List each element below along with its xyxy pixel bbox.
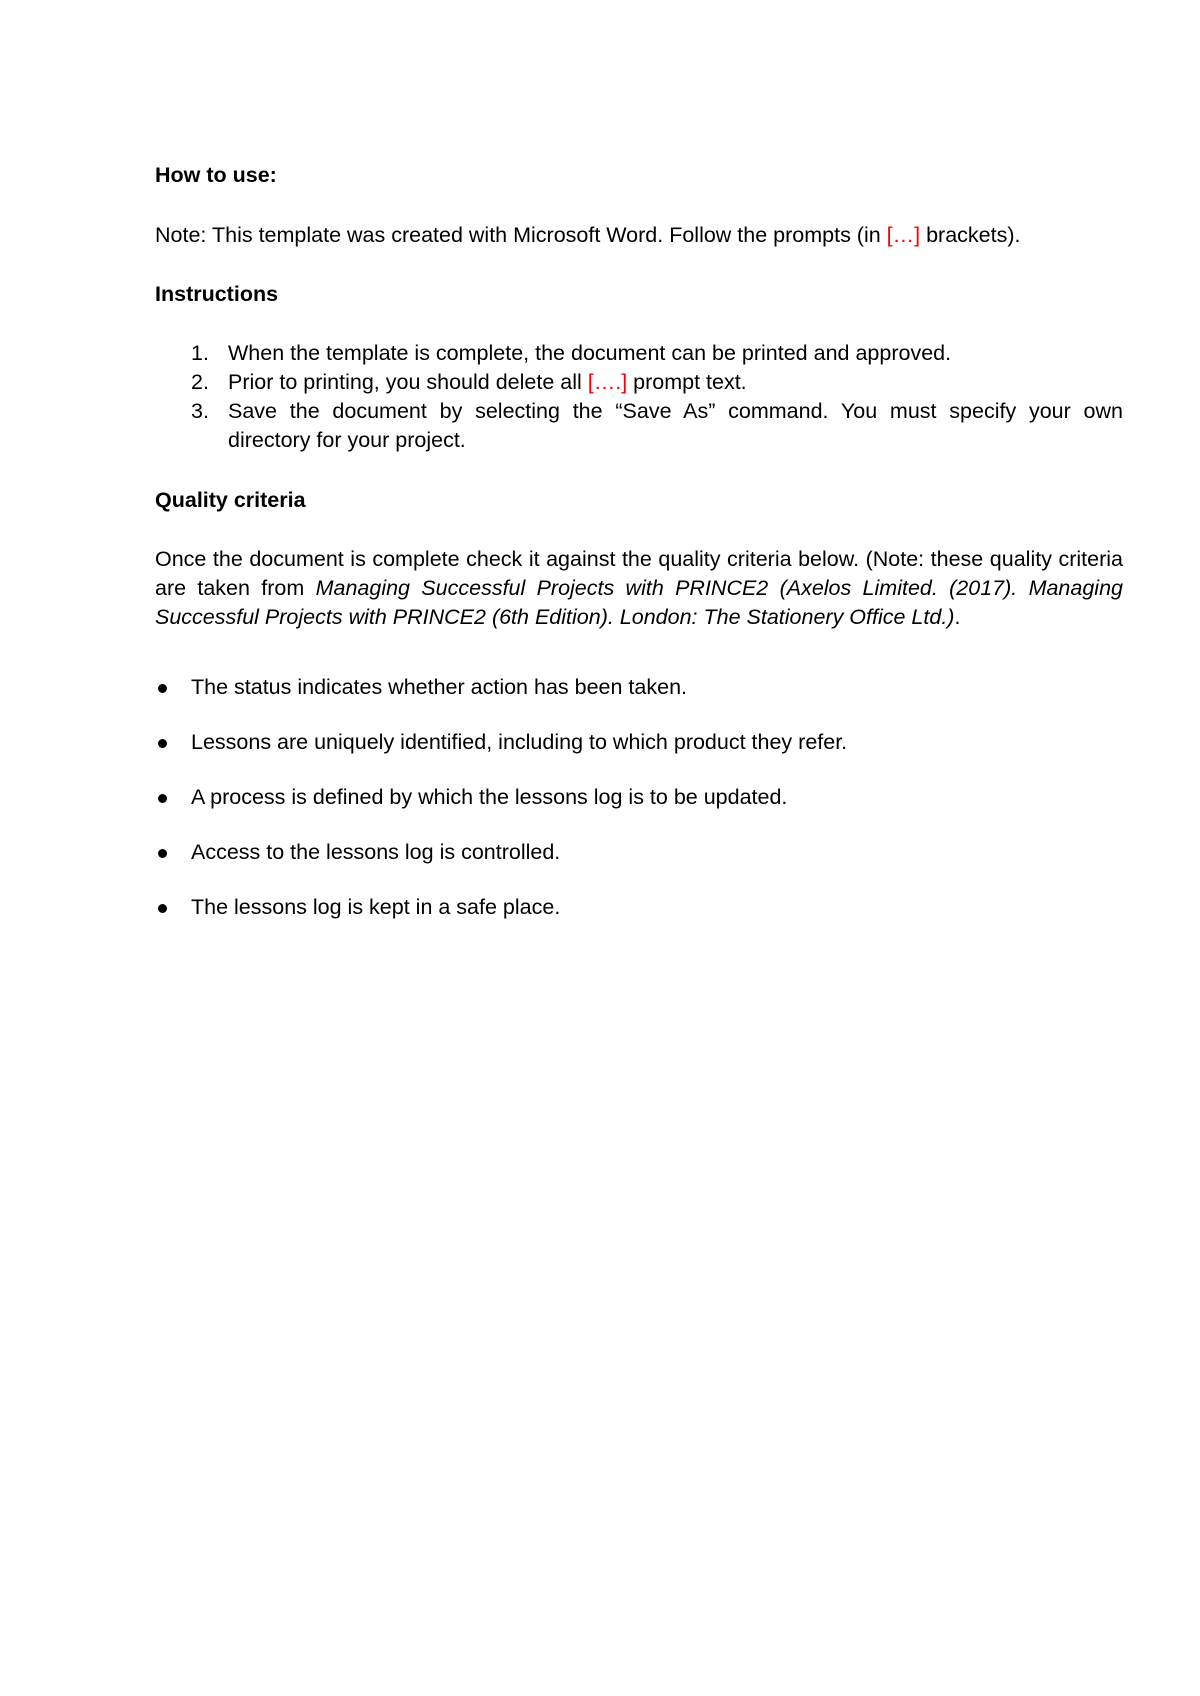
instructions-heading: Instructions — [155, 282, 279, 306]
criteria-text: A process is defined by which the lessons log is to be updated. — [191, 785, 788, 809]
instruction-text: Save the document by selecting the “Save As” command. You must specify your own directory for your project. — [228, 399, 1123, 452]
note-text-before: Note: This template was created with Microsoft Word. Follow the prompts (in — [155, 223, 887, 247]
quality-intro-paragraph — [155, 545, 1123, 632]
quality-intro-end: . — [954, 605, 961, 629]
criteria-item — [155, 892, 1123, 923]
quality-criteria-heading: Quality criteria — [155, 488, 306, 512]
how-to-use-heading: How to use: — [155, 163, 277, 187]
instruction-text-before: Prior to printing, you should delete all — [228, 370, 588, 394]
criteria-item — [155, 837, 1123, 868]
instruction-item — [155, 368, 1123, 397]
criteria-item — [155, 727, 1123, 758]
instruction-item — [155, 339, 1123, 368]
quality-criteria-list — [155, 672, 1123, 923]
quality-citation: Managing Successful Projects with PRINCE2 (Axelos Limited. (2017). Managing Successful Projects with PRINCE2 (6th Edition). London: The Stationery Office Ltd.) — [155, 576, 1123, 629]
instructions-list — [155, 339, 1123, 455]
criteria-text: The lessons log is kept in a safe place. — [191, 895, 561, 919]
criteria-text: Access to the lessons log is controlled. — [191, 840, 561, 864]
criteria-item — [155, 672, 1123, 703]
instruction-number: 1. — [191, 341, 209, 365]
bullet-icon — [158, 849, 167, 858]
instruction-text-after: prompt text. — [627, 370, 747, 394]
criteria-text: The status indicates whether action has been taken. — [191, 675, 688, 699]
bullet-icon — [158, 794, 167, 803]
note-paragraph — [155, 220, 1123, 250]
instruction-number: 3. — [191, 399, 209, 423]
instruction-item — [155, 397, 1123, 455]
bullet-icon — [158, 904, 167, 913]
note-text-after: brackets). — [920, 223, 1021, 247]
quality-intro-text: Once the document is complete check it against the quality criteria below. (Note: these quality criteria are taken from — [155, 547, 1123, 600]
instruction-number: 2. — [191, 370, 209, 394]
instruction-prompt-brackets: [….] — [587, 370, 628, 394]
bullet-icon — [158, 684, 167, 693]
criteria-item — [155, 782, 1123, 813]
note-prompt-brackets: […] — [886, 223, 921, 247]
bullet-icon — [158, 739, 167, 748]
criteria-text: Lessons are uniquely identified, including to which product they refer. — [191, 730, 848, 754]
document-content — [155, 160, 1123, 947]
instruction-text: When the template is complete, the document can be printed and approved. — [228, 341, 952, 365]
